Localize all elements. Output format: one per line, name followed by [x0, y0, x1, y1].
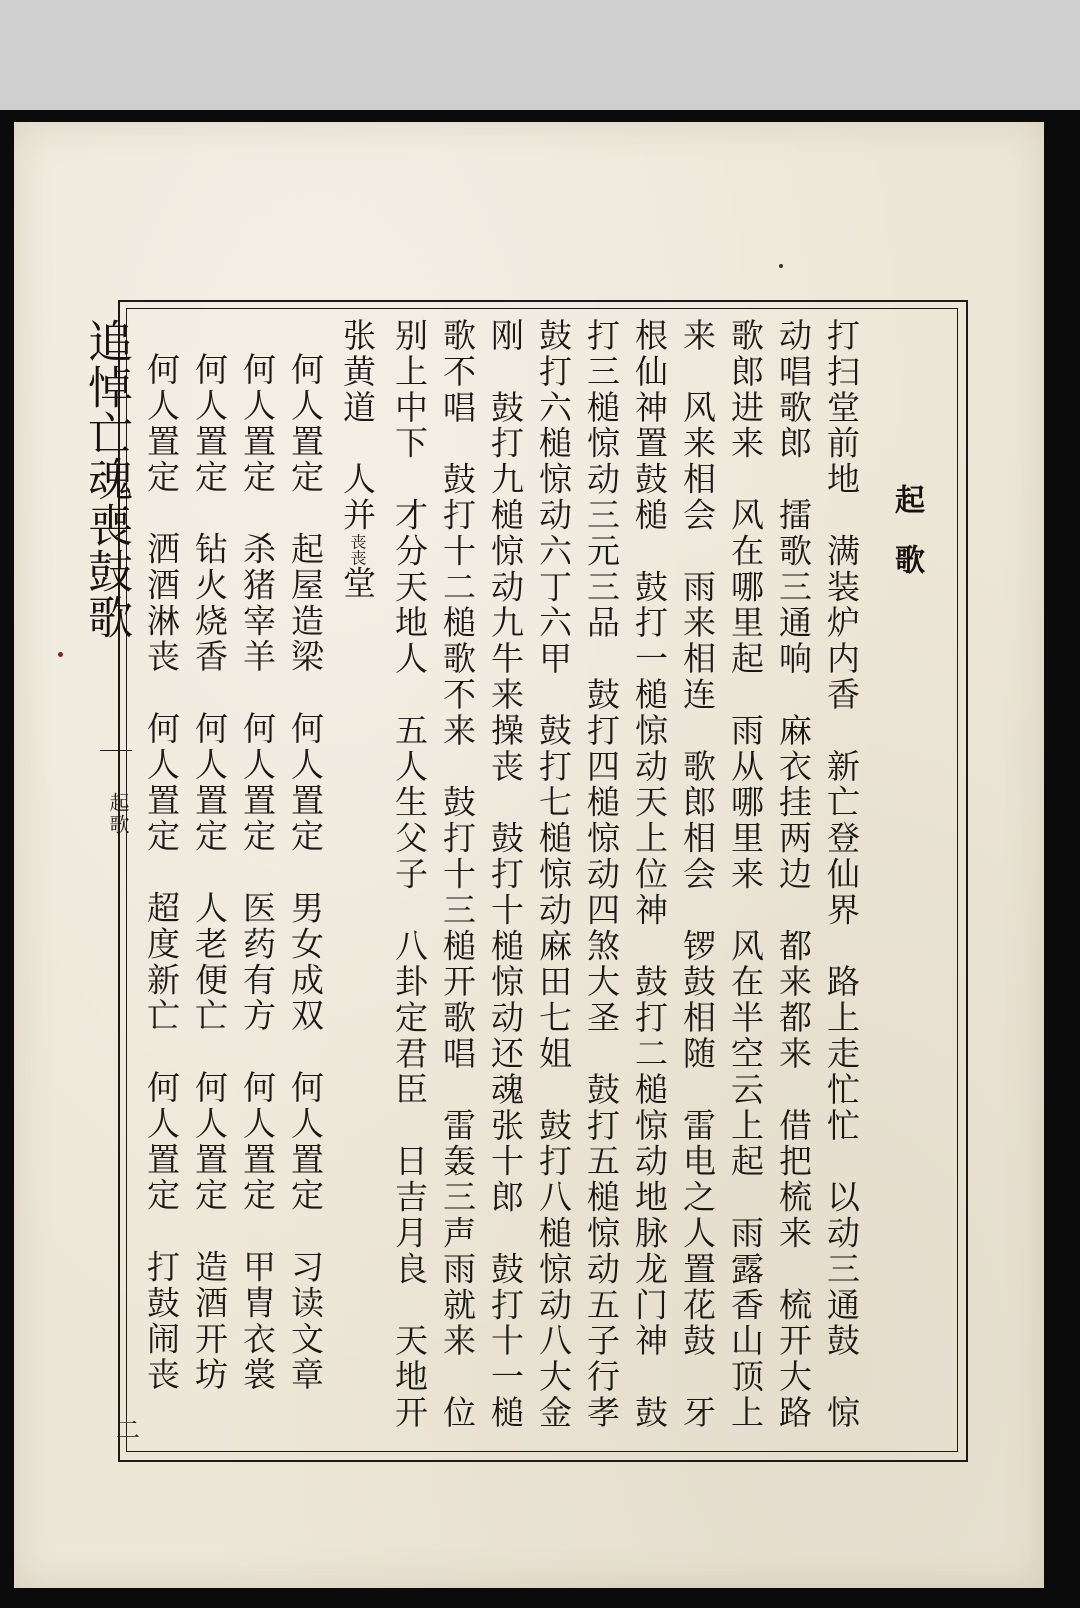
section-label: 起歌 — [106, 792, 130, 836]
text-column-11 — [334, 318, 380, 601]
column-11-tail: 堂 — [338, 565, 377, 602]
paper-mark — [779, 264, 783, 268]
text-column-9: 歌不唱 鼓打十二槌歌不来 鼓打十三槌开歌唱 雷轰三声雨就来 位 — [438, 318, 477, 1431]
text-column-10: 别上中下 才分天地人 五人生父子 八卦定君臣 日吉月良 天地开 — [390, 318, 429, 1431]
text-column-5: 根仙神置鼓槌 鼓打一槌惊动天上位神 鼓打二槌惊动地脉龙门神 鼓 — [630, 318, 669, 1431]
text-column-6: 打三槌惊动三元三品 鼓打四槌惊动四煞大圣 鼓打五槌惊动五子行孝 — [582, 318, 621, 1431]
column-11-text: 张黄道 人并 — [338, 318, 377, 534]
text-column-7: 鼓打六槌惊动六丁六甲 鼓打七槌惊动麻田七姐 鼓打八槌惊动八大金 — [534, 318, 573, 1431]
text-column-4: 来 风来相会 雨来相连 歌郎相会 锣鼓相随 雷电之人置花鼓 牙 — [678, 318, 717, 1431]
margin-divider — [100, 750, 132, 751]
text-column-1: 打扫堂前地 满装炉内香 新亡登仙界 路上走忙忙 以动三通鼓 惊 — [822, 318, 861, 1431]
text-column-14: 何人置定 钻火烧香 何人置定 人老便亡 何人置定 造酒开坊 — [190, 352, 229, 1394]
book-title: 追悼亡魂喪鼓歌 — [80, 318, 133, 640]
text-column-12: 何人置定 起屋造梁 何人置定 男女成双 何人置定 习读文章 — [286, 352, 325, 1394]
ink-spot — [58, 652, 63, 657]
interlinear-note: 丧丧 — [348, 533, 367, 566]
text-column-15: 何人置定 洒酒淋丧 何人置定 超度新亡 何人置定 打鼓闹丧 — [142, 352, 181, 1394]
section-heading: 起歌 — [889, 484, 924, 604]
page-number: 二 — [116, 1416, 140, 1444]
text-column-8: 刚 鼓打九槌惊动九牛来操丧 鼓打十槌惊动还魂张十郎 鼓打十一槌 — [486, 318, 525, 1431]
text-column-2: 动唱歌郎 擂歌三通响 麻衣挂两边 都来都来 借把梳来 梳开大路 — [774, 318, 813, 1431]
text-column-13: 何人置定 杀猪宰羊 何人置定 医药有方 何人置定 甲胄衣裳 — [238, 352, 277, 1394]
text-column-3: 歌郎进来 风在哪里起 雨从哪里来 风在半空云上起 雨露香山顶上 — [726, 318, 765, 1431]
